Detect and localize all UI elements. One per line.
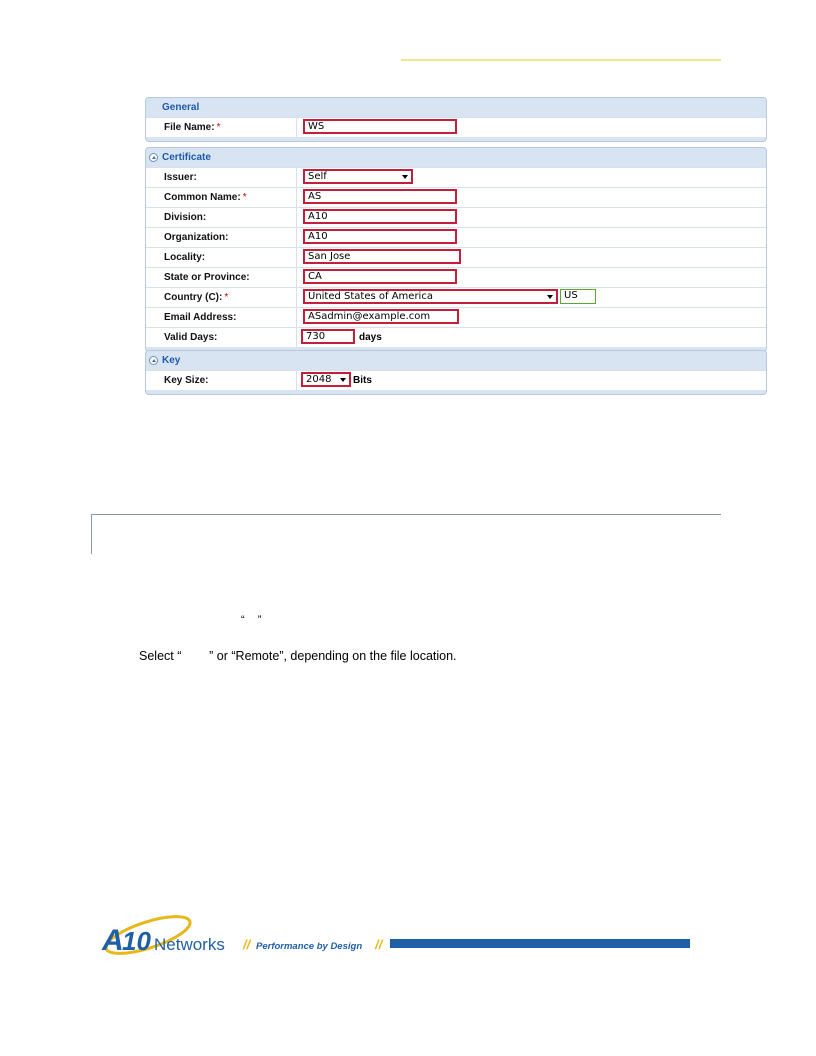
logo-slash-2: // [375,937,383,952]
state-row [146,267,766,287]
collapse-icon[interactable] [149,153,158,162]
locality-label: Locality: [146,248,297,267]
issuer-select[interactable]: Self [303,169,413,184]
issuer-row [146,167,766,187]
certificate-title: Certificate [162,152,211,163]
country-row [146,287,766,307]
file-name-label: File Name: * [146,118,297,137]
general-header [146,98,766,117]
logo-networks: Networks [154,935,225,954]
valid-days-label: Valid Days: [146,328,297,347]
common-name-label: Common Name: * [146,188,297,207]
valid-days-row [146,327,766,347]
yellow-rule [401,59,721,61]
country-label: Country (C): * [146,288,297,307]
section-heading-box [91,514,721,554]
valid-days-input[interactable]: 730 [301,329,355,344]
email-label: Email Address: [146,308,297,327]
organization-label: Organization: [146,228,297,247]
key-header[interactable] [146,351,766,370]
key-size-row [146,370,766,390]
valid-days-unit: days [359,332,382,343]
common-name-input[interactable]: AS [303,189,457,204]
country-code-field[interactable]: US [560,289,596,304]
chevron-down-icon [547,295,553,299]
required-marker: * [216,122,221,133]
required-marker: * [242,192,247,203]
country-select[interactable]: United States of America [303,289,558,304]
organization-input[interactable]: A10 [303,229,457,244]
division-row [146,207,766,227]
locality-input[interactable]: San Jose [303,249,461,264]
logo-tagline: Performance by Design [256,941,363,952]
certificate-panel [145,147,767,352]
general-title: General [162,102,200,113]
collapse-icon[interactable] [149,356,158,365]
key-size-unit: Bits [353,375,372,386]
file-name-input[interactable]: WS [303,119,457,134]
general-panel [145,97,767,142]
required-marker: * [224,292,229,303]
chevron-down-icon [340,378,346,382]
email-input[interactable]: ASadmin@example.com [303,309,459,324]
logo-a: A [102,924,124,957]
logo-bar [390,939,690,948]
file-name-row [146,117,766,137]
common-name-row [146,187,766,207]
key-title: Key [162,355,181,366]
instruction-text: Select “ ” or “Remote”, depending on the file location. [139,649,457,663]
state-label: State or Province: [146,268,297,287]
issuer-label: Issuer: [146,168,297,187]
chevron-down-icon [402,175,408,179]
email-row [146,307,766,327]
quote-marks: “ ” [241,614,262,626]
certificate-header[interactable] [146,148,766,167]
a10-networks-logo [100,905,700,960]
state-input[interactable]: CA [303,269,457,284]
key-panel [145,350,767,395]
division-label: Division: [146,208,297,227]
division-input[interactable]: A10 [303,209,457,224]
organization-row [146,227,766,247]
locality-row [146,247,766,267]
logo-10: 10 [122,926,151,956]
key-size-select[interactable]: 2048 [301,372,351,387]
logo-slash-1: // [243,937,251,952]
key-size-label: Key Size: [146,371,297,390]
